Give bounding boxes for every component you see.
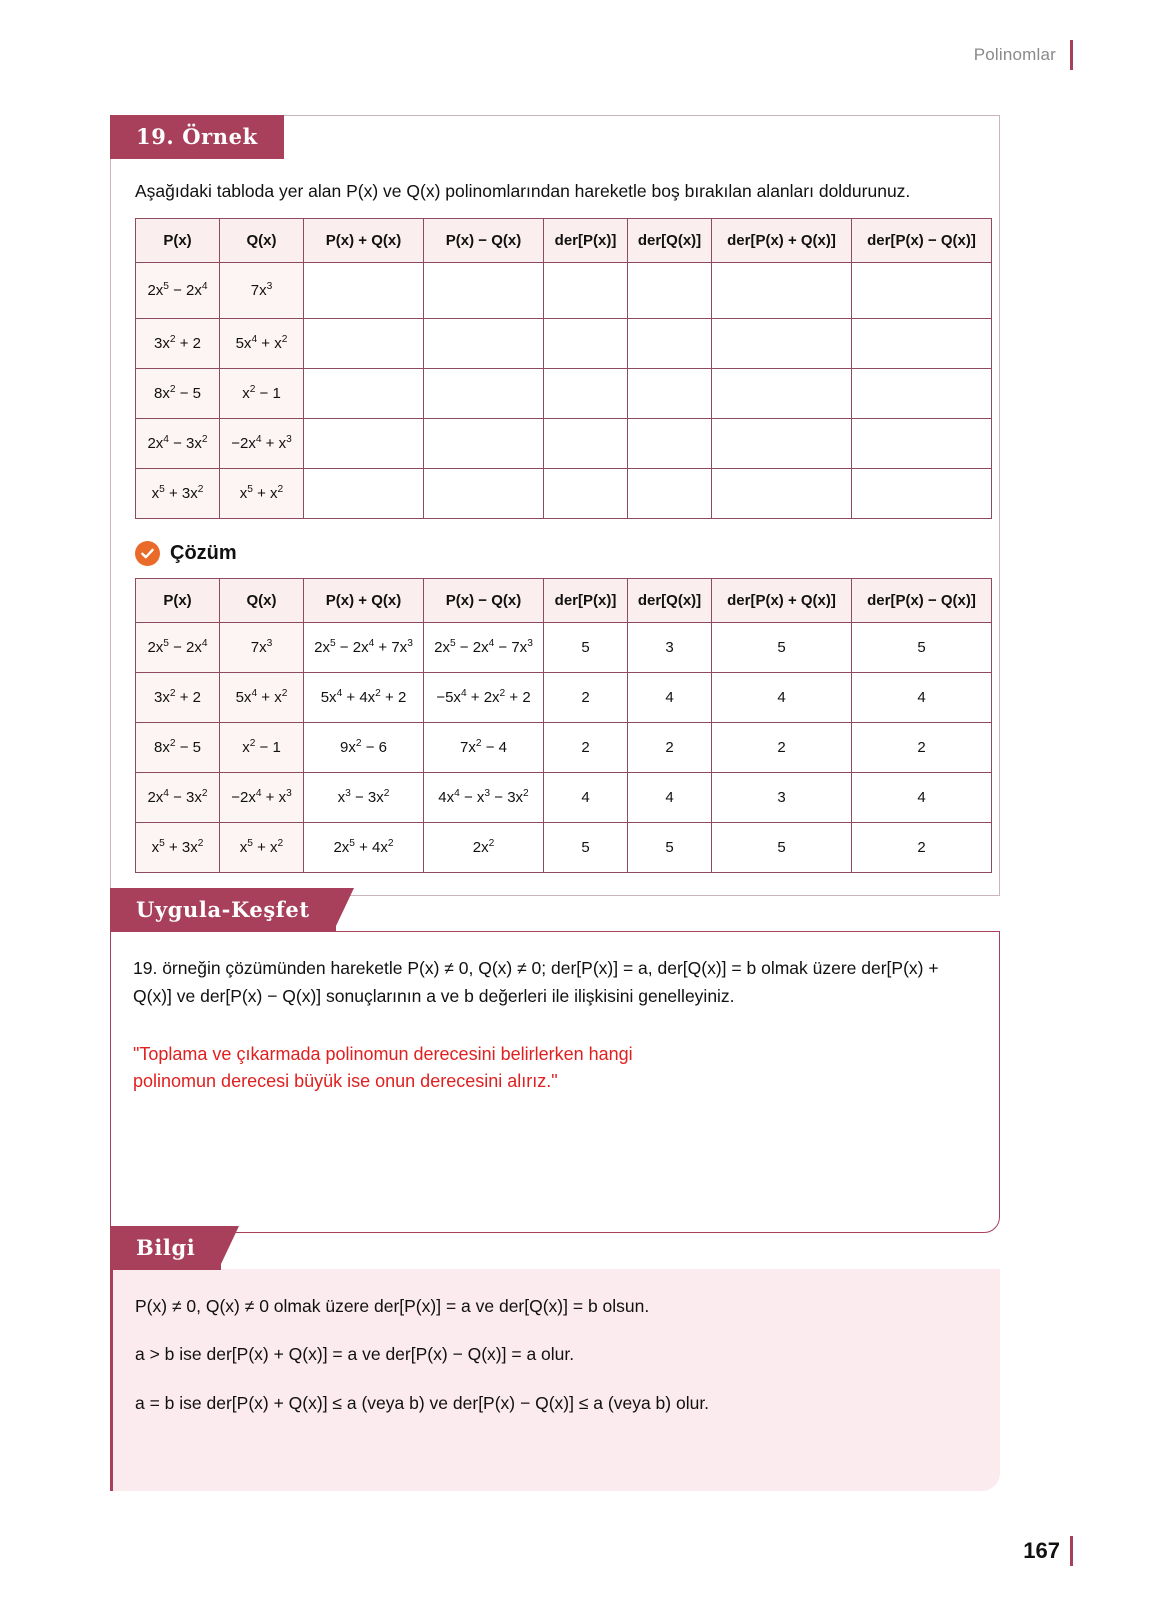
cell-sum-blank[interactable] xyxy=(304,319,424,369)
cell-px: $8x^2 - 5$ xyxy=(136,723,220,773)
ornek-tab-wrapper xyxy=(110,115,999,159)
col-header-derq: der[Q(x)] xyxy=(628,579,712,623)
cell-derp: 4 xyxy=(544,773,628,823)
ornek-body xyxy=(111,159,999,895)
page-number-rule xyxy=(1070,1536,1073,1566)
cell-derp-blank[interactable] xyxy=(544,469,628,519)
cozum-label: Çözüm xyxy=(170,542,237,565)
cell-qx: $-2x^4 + x^3$ xyxy=(220,419,304,469)
table-row xyxy=(136,823,992,873)
cell-qx: $x^2 - 1$ xyxy=(220,369,304,419)
uygula-kesfet-tab-label: Uygula-Keşfet xyxy=(110,888,336,932)
cell-sum: $9x^2 - 6$ xyxy=(304,723,424,773)
answer-line-1: "Toplama ve çıkarmada polinomun derecesini belirlerken hangi xyxy=(133,1043,633,1064)
cell-derq-blank[interactable] xyxy=(628,369,712,419)
col-header-derdif: der[P(x) − Q(x)] xyxy=(852,219,992,263)
ornek-tab-label: 19. Örnek xyxy=(110,115,284,159)
cell-sum-blank[interactable] xyxy=(304,263,424,319)
cell-qx: $7x^3$ xyxy=(220,623,304,673)
cell-dersum-blank[interactable] xyxy=(712,263,852,319)
cell-derq: 5 xyxy=(628,823,712,873)
col-header-derq: der[Q(x)] xyxy=(628,219,712,263)
col-header-sum: P(x) + Q(x) xyxy=(304,219,424,263)
cell-px: $x^5 + 3x^2$ xyxy=(136,469,220,519)
col-header-px: P(x) xyxy=(136,579,220,623)
cell-derp-blank[interactable] xyxy=(544,419,628,469)
cell-derq: 4 xyxy=(628,773,712,823)
uygula-kesfet-panel xyxy=(110,931,1000,1233)
col-header-derp: der[P(x)] xyxy=(544,579,628,623)
cell-derdif-blank[interactable] xyxy=(852,263,992,319)
cell-dersum-blank[interactable] xyxy=(712,419,852,469)
col-header-qx: Q(x) xyxy=(220,219,304,263)
bilgi-block xyxy=(110,1226,1000,1491)
cell-dersum: 2 xyxy=(712,723,852,773)
cell-dersum-blank[interactable] xyxy=(712,469,852,519)
cell-dif: $-5x^4 + 2x^2 + 2$ xyxy=(424,673,544,723)
running-head-text: Polinomlar xyxy=(973,45,1056,64)
cell-derdif: 4 xyxy=(852,773,992,823)
col-header-sum: P(x) + Q(x) xyxy=(304,579,424,623)
col-header-derdif: der[P(x) − Q(x)] xyxy=(852,579,992,623)
col-header-dif: P(x) − Q(x) xyxy=(424,579,544,623)
cell-dersum: 3 xyxy=(712,773,852,823)
cell-derq: 4 xyxy=(628,673,712,723)
table-header-row xyxy=(136,579,992,623)
bilgi-panel xyxy=(110,1269,1000,1491)
table-row xyxy=(136,263,992,319)
cell-sum-blank[interactable] xyxy=(304,369,424,419)
cell-dif-blank[interactable] xyxy=(424,319,544,369)
cell-derdif: 2 xyxy=(852,723,992,773)
cell-derdif: 4 xyxy=(852,673,992,723)
cell-derp: 2 xyxy=(544,673,628,723)
cozum-heading xyxy=(135,541,981,566)
running-head xyxy=(974,40,1073,70)
table-row xyxy=(136,469,992,519)
cell-qx: $7x^3$ xyxy=(220,263,304,319)
cell-dersum: 5 xyxy=(712,623,852,673)
table-row xyxy=(136,369,992,419)
cell-derq-blank[interactable] xyxy=(628,469,712,519)
table-row xyxy=(136,623,992,673)
cell-dif: $2x^5 - 2x^4 - 7x^3$ xyxy=(424,623,544,673)
cell-sum-blank[interactable] xyxy=(304,419,424,469)
cell-dersum: 5 xyxy=(712,823,852,873)
cell-px: $2x^4 - 3x^2$ xyxy=(136,419,220,469)
cell-px: $2x^4 - 3x^2$ xyxy=(136,773,220,823)
cell-dersum-blank[interactable] xyxy=(712,319,852,369)
page-number xyxy=(1023,1536,1073,1566)
exercise-table-body xyxy=(136,263,992,519)
cell-derp: 5 xyxy=(544,823,628,873)
cell-derdif: 2 xyxy=(852,823,992,873)
uygula-kesfet-answer xyxy=(133,1041,973,1095)
cell-qx: $5x^4 + x^2$ xyxy=(220,319,304,369)
cell-px: $x^5 + 3x^2$ xyxy=(136,823,220,873)
uygula-kesfet-paragraph: 19. örneğin çözümünden hareketle P(x) ≠ 0, Q(x) ≠ 0; der[P(x)] = a, der[Q(x)] = b olmak üzere der[P(x) + Q(x)] ve der[P(x) − Q(x)] sonuçlarının a ve b değerleri ile ilişkisini genelleyiniz. xyxy=(133,958,939,1007)
cell-derdif: 5 xyxy=(852,623,992,673)
cell-dif: $4x^4 - x^3 - 3x^2$ xyxy=(424,773,544,823)
table-row xyxy=(136,723,992,773)
cell-px: $2x^5 - 2x^4$ xyxy=(136,623,220,673)
cell-qx: $x^2 - 1$ xyxy=(220,723,304,773)
table-header-row xyxy=(136,219,992,263)
cell-derp: 2 xyxy=(544,723,628,773)
cell-dersum-blank[interactable] xyxy=(712,369,852,419)
cell-sum: $2x^5 - 2x^4 + 7x^3$ xyxy=(304,623,424,673)
answer-line-2: polinomun derecesi büyük ise onun derecesini alırız." xyxy=(133,1070,558,1091)
col-header-dersum: der[P(x) + Q(x)] xyxy=(712,579,852,623)
cell-derq-blank[interactable] xyxy=(628,419,712,469)
cell-qx: $5x^4 + x^2$ xyxy=(220,673,304,723)
running-head-rule xyxy=(1070,40,1073,70)
col-header-derp: der[P(x)] xyxy=(544,219,628,263)
solution-table xyxy=(135,578,992,873)
cell-derq: 3 xyxy=(628,623,712,673)
cell-qx: $x^5 + x^2$ xyxy=(220,823,304,873)
cell-dif: $2x^2$ xyxy=(424,823,544,873)
bilgi-line-1: P(x) ≠ 0, Q(x) ≠ 0 olmak üzere der[P(x)] = a ve der[Q(x)] = b olsun. xyxy=(135,1296,650,1316)
cell-derq: 2 xyxy=(628,723,712,773)
cell-derp-blank[interactable] xyxy=(544,319,628,369)
cell-px: $3x^2 + 2$ xyxy=(136,319,220,369)
cell-derdif-blank[interactable] xyxy=(852,469,992,519)
cell-sum: $5x^4 + 4x^2 + 2$ xyxy=(304,673,424,723)
check-circle-icon xyxy=(135,541,160,566)
col-header-qx: Q(x) xyxy=(220,579,304,623)
bilgi-line-3: a = b ise der[P(x) + Q(x)] ≤ a (veya b) ve der[P(x) − Q(x)] ≤ a (veya b) olur. xyxy=(135,1392,710,1413)
cell-sum-blank[interactable] xyxy=(304,469,424,519)
cell-dif-blank[interactable] xyxy=(424,369,544,419)
page-number-text: 167 xyxy=(1023,1538,1060,1563)
cell-dersum: 4 xyxy=(712,673,852,723)
cell-derq-blank[interactable] xyxy=(628,319,712,369)
cell-sum: $x^3 - 3x^2$ xyxy=(304,773,424,823)
cell-px: $2x^5 - 2x^4$ xyxy=(136,263,220,319)
col-header-dersum: der[P(x) + Q(x)] xyxy=(712,219,852,263)
ornek-block xyxy=(110,115,1000,896)
cell-derdif-blank[interactable] xyxy=(852,319,992,369)
cell-px: $8x^2 - 5$ xyxy=(136,369,220,419)
exercise-table xyxy=(135,218,992,519)
col-header-dif: P(x) − Q(x) xyxy=(424,219,544,263)
table-row xyxy=(136,773,992,823)
col-header-px: P(x) xyxy=(136,219,220,263)
cell-px: $3x^2 + 2$ xyxy=(136,673,220,723)
ornek-prompt: Aşağıdaki tabloda yer alan P(x) ve Q(x) polinomlarından hareketle boş bırakılan alanları doldurunuz. xyxy=(135,181,911,201)
cell-dif-blank[interactable] xyxy=(424,419,544,469)
cell-derq-blank[interactable] xyxy=(628,263,712,319)
cell-derdif-blank[interactable] xyxy=(852,369,992,419)
cell-derdif-blank[interactable] xyxy=(852,419,992,469)
solution-table-body xyxy=(136,623,992,873)
table-row xyxy=(136,319,992,369)
cell-qx: $-2x^4 + x^3$ xyxy=(220,773,304,823)
cell-dif-blank[interactable] xyxy=(424,263,544,319)
table-row xyxy=(136,419,992,469)
cell-dif: $7x^2 - 4$ xyxy=(424,723,544,773)
cell-derp-blank[interactable] xyxy=(544,263,628,319)
bilgi-tab-label: Bilgi xyxy=(110,1226,221,1270)
cell-derp: 5 xyxy=(544,623,628,673)
uygula-kesfet-block xyxy=(110,888,1000,1233)
table-row xyxy=(136,673,992,723)
cell-qx: $x^5 + x^2$ xyxy=(220,469,304,519)
cell-derp-blank[interactable] xyxy=(544,369,628,419)
bilgi-line-2: a > b ise der[P(x) + Q(x)] = a ve der[P(x) − Q(x)] = a olur. xyxy=(135,1344,575,1365)
cell-dif-blank[interactable] xyxy=(424,469,544,519)
cell-sum: $2x^5 + 4x^2$ xyxy=(304,823,424,873)
